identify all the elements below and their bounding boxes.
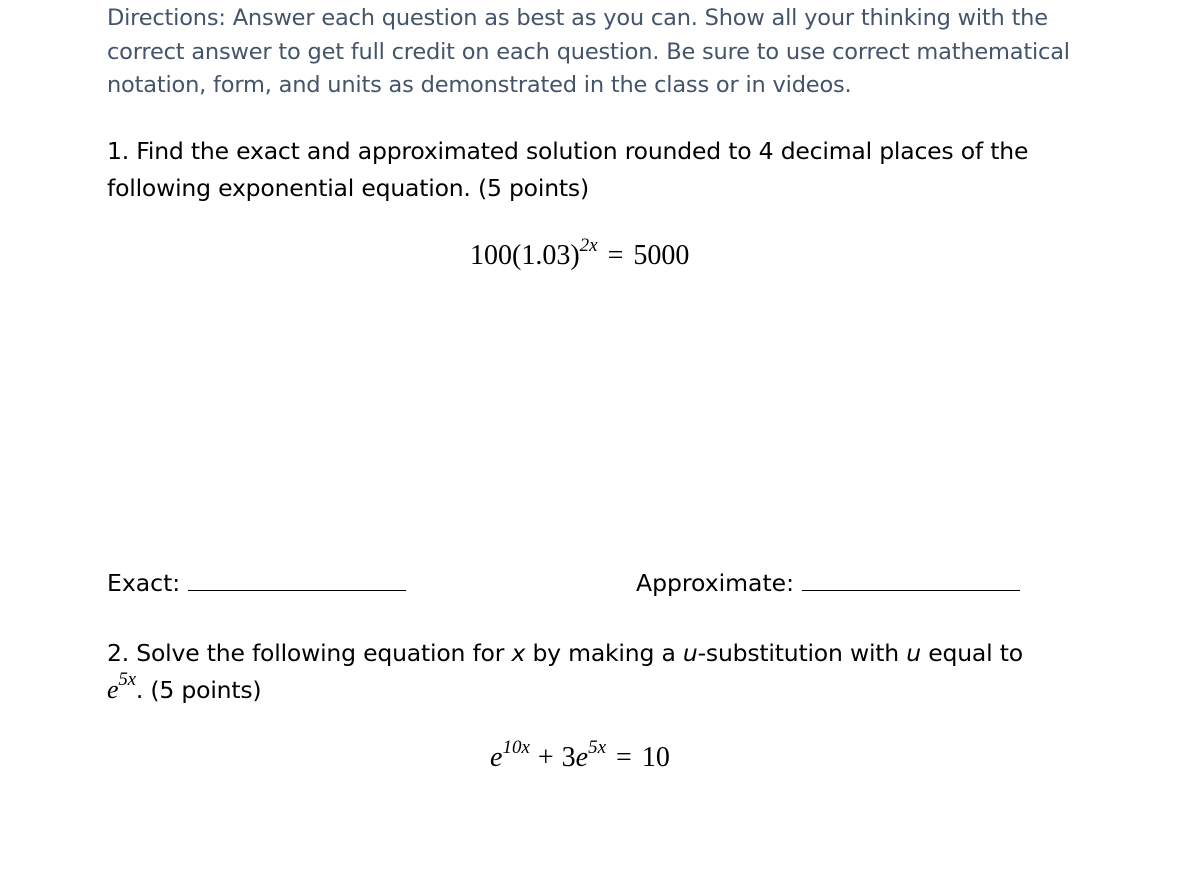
q2-points: . (5 points)	[135, 675, 262, 704]
equation-1-equals: =	[607, 240, 624, 271]
q2-e: e	[107, 674, 119, 704]
equation-2-plus: +	[537, 742, 554, 773]
question-2-line-1	[107, 635, 1023, 672]
equation-1	[470, 234, 690, 272]
approximate-answer-blank[interactable]	[802, 564, 1020, 591]
question-1	[107, 133, 1028, 206]
q2-text-c: -substitution with	[697, 639, 907, 667]
approximate-label: Approximate:	[636, 569, 795, 597]
equation-2-term2-base: e	[575, 742, 589, 773]
equation-1-base: 100(1.03)	[470, 240, 580, 271]
question-2	[107, 635, 1023, 708]
directions-line-2: correct answer to get full credit on each question. Be sure to use correct mathematical	[107, 38, 1070, 65]
equation-2-equals: =	[616, 742, 632, 773]
directions-line-3: notation, form, and units as demonstrated in the class or in videos.	[107, 72, 852, 98]
q2-text-b: by making a	[525, 639, 683, 667]
q2-text-a: 2. Solve the following equation for	[107, 639, 512, 667]
question-1-line-1: 1. Find the exact and approximated solution rounded to 4 decimal places of the	[107, 137, 1029, 165]
equation-2-term2-coef: 3	[561, 742, 576, 773]
q2-var-u: u	[682, 639, 698, 667]
equation-2-term1-base: e	[490, 742, 503, 773]
directions	[107, 2, 1107, 103]
exact-answer-row	[107, 564, 406, 601]
equation-2	[490, 736, 670, 774]
q2-e-exponent: 5x	[118, 668, 136, 690]
question-1-line-2: following exponential equation. (5 points)	[107, 173, 589, 202]
approximate-answer-row	[636, 564, 1020, 601]
q2-var-x: x	[511, 639, 526, 667]
question-2-line-2	[107, 668, 1023, 709]
q2-var-u-2: u	[906, 639, 921, 667]
equation-1-rhs: 5000	[633, 240, 690, 271]
equation-2-term1-exp: 10x	[502, 736, 530, 758]
equation-2-rhs: 10	[641, 742, 670, 773]
exact-answer-blank[interactable]	[188, 564, 406, 591]
equation-2-term2-exp: 5x	[588, 736, 607, 758]
exact-label: Exact:	[107, 569, 181, 597]
q2-text-d: equal to	[920, 639, 1023, 667]
directions-line-1: Directions: Answer each question as best as you can. Show all your thinking with the	[107, 5, 1048, 31]
equation-1-exponent: 2x	[579, 234, 598, 256]
